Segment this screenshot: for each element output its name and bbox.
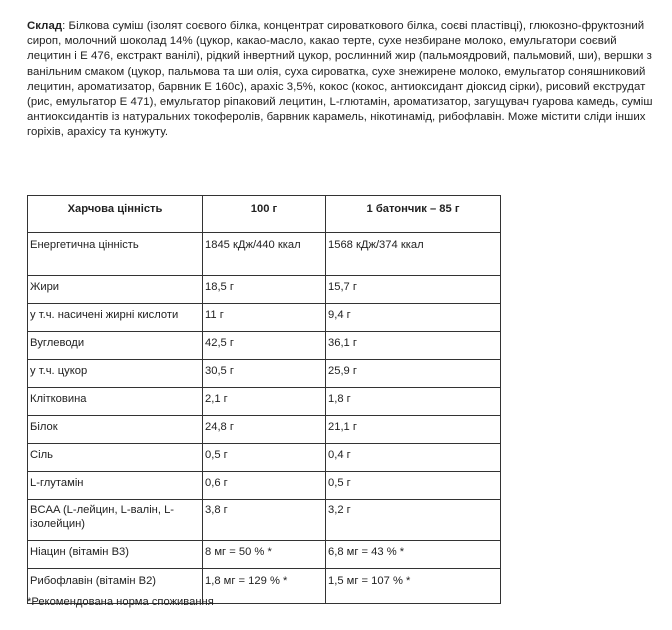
- nutrient-name: Ніацин (вітамін В3): [28, 541, 203, 569]
- header-per-100g: 100 г: [203, 196, 326, 233]
- value-per-bar: 36,1 г: [326, 332, 501, 360]
- nutrient-name: Білок: [28, 416, 203, 444]
- value-per-100g: 0,6 г: [203, 472, 326, 500]
- value-per-bar: 1568 кДж/374 ккал: [326, 233, 501, 276]
- value-per-bar: 0,4 г: [326, 444, 501, 472]
- value-per-bar: 1,8 г: [326, 388, 501, 416]
- value-per-100g: 42,5 г: [203, 332, 326, 360]
- table-row: [28, 541, 501, 569]
- value-per-bar: 21,1 г: [326, 416, 501, 444]
- table-row: [28, 276, 501, 304]
- nutrient-name: Енергетична цінність: [28, 233, 203, 276]
- value-per-bar: 15,7 г: [326, 276, 501, 304]
- nutrient-name: Жири: [28, 276, 203, 304]
- nutrient-name: Клітковина: [28, 388, 203, 416]
- value-per-bar: 1,5 мг = 107 % *: [326, 569, 501, 604]
- value-per-bar: 25,9 г: [326, 360, 501, 388]
- composition-paragraph: [27, 19, 657, 141]
- table-header-row: [28, 196, 501, 233]
- table-row: [28, 233, 501, 276]
- table-row: [28, 444, 501, 472]
- nutrient-name: Рибофлавін (вітамін В2): [28, 569, 203, 604]
- value-per-100g: 30,5 г: [203, 360, 326, 388]
- header-nutrition-value: Харчова цінність: [28, 196, 203, 233]
- nutrition-table: [27, 195, 501, 604]
- value-per-100g: 11 г: [203, 304, 326, 332]
- composition-text: : Білкова суміш (ізолят соєвого білка, концентрат сироваткового білка, соєві пластівці), глюкозно-фруктозний сироп, молочний шоколад 14% (цукор, какао-масло, какао терте, сухе незбиране молоко, емульгатори соєвий лецитин і Е 476, екстракт ванілі), рідкий інвертний цукор, рослинний жир (пальмоядровий, пальмовий, ши), вершки з ванільним смаком (цукор, пальмова та ши олія, суха сироватка, сухе знежирене молоко, емульгатор соняшниковий лецитин, ароматизатор, барвник Е 160с), арахіс 3,5%, кокос (кокос, антиоксидант діоксид сірки), рисовий екструдат (рис, емульгатор Е 471), емульгатор ріпаковий лецитин, L-глютамін, ароматизатор, загущувач гуарова камедь, суміш антиоксидантів із натуральних токоферолів, барвник карамель, нікотинамід, рибофлавін. Може містити сліди інших горіхів, арахісу та кунжуту.: [27, 20, 653, 139]
- header-per-bar: 1 батончик – 85 г: [326, 196, 501, 233]
- nutrient-name: у т.ч. цукор: [28, 360, 203, 388]
- value-per-bar: 0,5 г: [326, 472, 501, 500]
- value-per-bar: 9,4 г: [326, 304, 501, 332]
- value-per-100g: 1,8 мг = 129 % *: [203, 569, 326, 604]
- value-per-100g: 3,8 г: [203, 500, 326, 541]
- value-per-100g: 2,1 г: [203, 388, 326, 416]
- value-per-100g: 8 мг = 50 % *: [203, 541, 326, 569]
- composition-label: Склад: [27, 20, 63, 32]
- nutrient-name: Вуглеводи: [28, 332, 203, 360]
- nutrient-name: BCAA (L-лейцин, L-валін, L-ізолейцин): [28, 500, 203, 541]
- table-row: [28, 304, 501, 332]
- table-row: [28, 416, 501, 444]
- value-per-bar: 3,2 г: [326, 500, 501, 541]
- value-per-100g: 24,8 г: [203, 416, 326, 444]
- table-row: [28, 360, 501, 388]
- nutrient-name: Сіль: [28, 444, 203, 472]
- nutrient-name: у т.ч. насичені жирні кислоти: [28, 304, 203, 332]
- value-per-100g: 1845 кДж/440 ккал: [203, 233, 326, 276]
- nutrient-name: L-глутамін: [28, 472, 203, 500]
- table-row: [28, 500, 501, 541]
- table-row: [28, 472, 501, 500]
- table-row: [28, 388, 501, 416]
- footnote: *Рекомендована норма споживання: [27, 596, 214, 608]
- value-per-100g: 0,5 г: [203, 444, 326, 472]
- value-per-100g: 18,5 г: [203, 276, 326, 304]
- table-row: [28, 332, 501, 360]
- value-per-bar: 6,8 мг = 43 % *: [326, 541, 501, 569]
